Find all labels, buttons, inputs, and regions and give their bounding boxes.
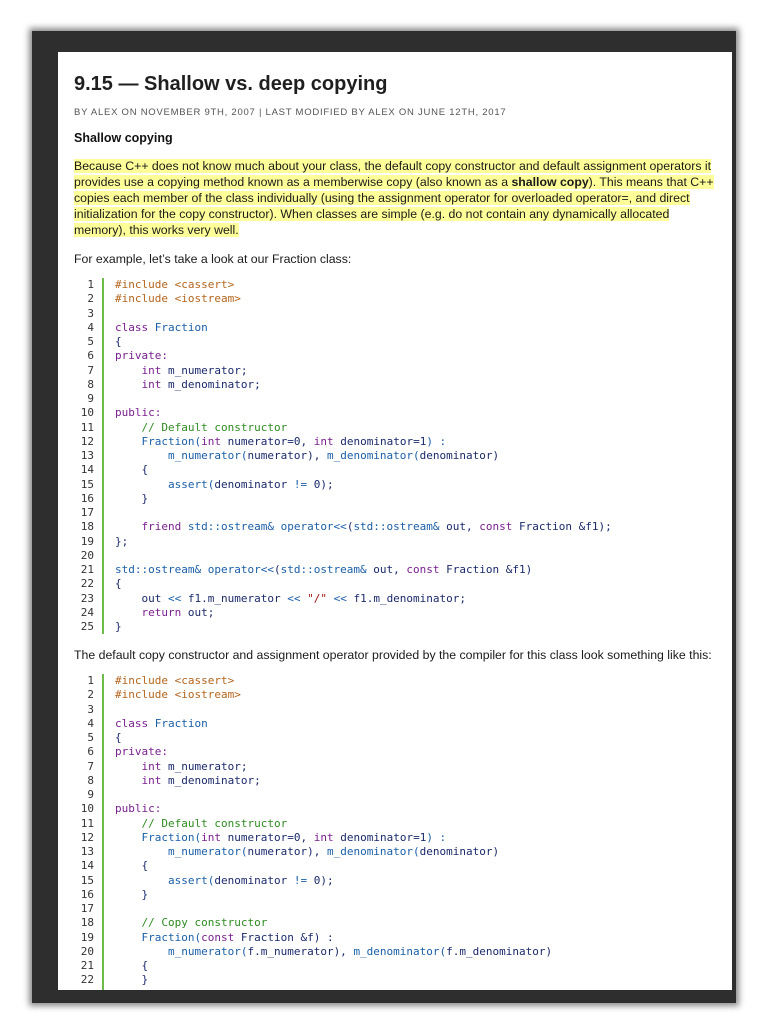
code-lines — [115, 278, 612, 634]
code-token: { — [115, 335, 122, 348]
code-token: } — [115, 887, 149, 901]
code-token: 0 — [293, 434, 301, 448]
section-heading: Shallow copying — [74, 131, 173, 145]
code-token: assert( — [167, 873, 215, 887]
line-number: 10 — [80, 802, 94, 816]
shallow-copy-term: shallow copy — [511, 175, 589, 189]
line-number: 1 — [87, 674, 94, 687]
code-line — [115, 278, 612, 292]
line-number: 21 — [80, 563, 94, 576]
line-number: 23 — [80, 591, 94, 605]
code-line — [115, 349, 612, 363]
line-number: 15 — [80, 873, 94, 887]
code-token — [115, 874, 168, 887]
code-token: f.m_numerator — [247, 944, 334, 958]
code-token — [115, 421, 142, 434]
code-token: ), — [307, 449, 327, 462]
code-token: }; — [115, 534, 129, 548]
gutter-rule — [102, 278, 104, 634]
code-line — [115, 577, 612, 591]
code-line — [115, 421, 612, 435]
code-line — [115, 760, 552, 774]
code-token: Fraction &f1); — [519, 520, 612, 534]
line-number: 4 — [87, 716, 94, 730]
code-line — [115, 449, 612, 463]
code-token: std::ostream& — [115, 563, 208, 576]
code-token: << — [333, 591, 347, 605]
code-line — [115, 959, 552, 973]
code-token: out, — [373, 563, 407, 576]
code-token: Fraction — [154, 716, 208, 730]
line-number: 18 — [80, 520, 94, 534]
code-token: Fraction — [154, 320, 208, 334]
line-number: 19 — [80, 534, 94, 548]
line-number: 9 — [87, 392, 94, 405]
code-token: int — [141, 773, 162, 787]
code-line — [115, 703, 552, 717]
line-number: 9 — [87, 788, 94, 801]
code-line — [115, 563, 612, 577]
code-token: , — [300, 830, 314, 844]
line-number: 6 — [87, 745, 94, 759]
code-token: numerator — [247, 449, 308, 462]
line-number: 12 — [80, 830, 94, 844]
line-number-gutter — [74, 674, 94, 988]
code-token: const — [479, 520, 520, 534]
code-token: 1 — [419, 830, 427, 844]
line-number: 3 — [87, 306, 94, 320]
code-token: ); — [320, 873, 334, 887]
code-line — [115, 831, 552, 845]
code-line — [115, 335, 612, 349]
code-token: denominator= — [333, 434, 420, 448]
highlighted-paragraph — [74, 158, 716, 238]
code-token: // Default constructor — [141, 420, 288, 434]
line-number: 18 — [80, 916, 94, 930]
line-number: 25 — [80, 620, 94, 633]
code-token: ), — [307, 845, 327, 858]
code-token: operator<< — [280, 520, 347, 534]
code-token: Fraction( — [141, 830, 202, 844]
line-number: 20 — [80, 548, 94, 562]
code-token: m_numerator; — [161, 363, 248, 377]
code-token: << — [287, 591, 301, 605]
line-number: 2 — [87, 688, 94, 702]
code-token — [115, 435, 142, 448]
code-token: class — [115, 320, 155, 334]
code-line — [115, 731, 552, 745]
code-token: denominator — [419, 845, 493, 858]
code-token: denominator — [214, 477, 294, 491]
code-token: f.m_denominator — [446, 944, 546, 958]
code-token: ) — [492, 449, 500, 462]
line-number: 13 — [80, 845, 94, 858]
code-token: { — [115, 731, 122, 744]
code-token: ) — [545, 944, 553, 958]
code-token: f1.m_numerator — [181, 591, 288, 605]
line-number: 22 — [80, 973, 94, 987]
code-line — [115, 292, 612, 306]
line-number: 5 — [87, 731, 94, 744]
line-number: 14 — [80, 859, 94, 873]
code-token: m_denominator; — [161, 377, 261, 391]
code-token: ( — [273, 563, 281, 576]
code-token: != — [293, 873, 308, 887]
paragraph-line: memory), this works very well. — [74, 223, 239, 237]
code-token: std::ostream& — [187, 520, 281, 534]
code-token: // Copy constructor — [141, 916, 268, 930]
code-token: #include <iostream> — [115, 292, 241, 306]
intro-paragraph: For example, let’s take a look at our Fraction class: — [74, 252, 352, 266]
gutter-rule — [102, 674, 104, 990]
line-number: 19 — [80, 930, 94, 944]
code-line — [115, 916, 552, 930]
code-line — [115, 307, 612, 321]
paragraph-line: Because C++ does not know much about your class, the default copy constructor and default assignment operators it — [74, 159, 712, 173]
code-line — [115, 520, 612, 534]
code-token: m_denominator( — [326, 449, 420, 462]
code-line — [115, 392, 612, 406]
code-token: , — [300, 434, 314, 448]
line-number: 8 — [87, 773, 94, 787]
code-line — [115, 506, 612, 520]
code-line — [115, 859, 552, 873]
code-token — [115, 945, 168, 958]
code-token: int — [141, 759, 162, 773]
code-line — [115, 364, 612, 378]
code-line — [115, 435, 612, 449]
line-number: 12 — [80, 434, 94, 448]
code-token — [115, 449, 168, 462]
line-number: 8 — [87, 377, 94, 391]
code-lines — [115, 674, 552, 988]
code-token: { — [115, 463, 149, 477]
code-token: ); — [320, 477, 334, 491]
line-number: 21 — [80, 959, 94, 972]
code-token: int — [313, 830, 334, 844]
line-number: 17 — [80, 902, 94, 915]
code-token — [307, 874, 314, 887]
code-token: 0 — [293, 830, 301, 844]
code-token: f1.m_denominator; — [346, 591, 467, 605]
line-number: 13 — [80, 449, 94, 462]
code-token: private: — [115, 349, 168, 363]
line-number: 1 — [87, 278, 94, 291]
code-token: return — [141, 605, 188, 619]
line-number-gutter — [74, 278, 94, 634]
code-line — [115, 606, 612, 620]
line-number: 20 — [80, 944, 94, 958]
code-token: denominator= — [333, 830, 420, 844]
code-token — [115, 845, 168, 858]
code-token: public: — [115, 406, 162, 420]
code-token: int — [313, 434, 334, 448]
line-number: 10 — [80, 406, 94, 420]
code-token — [115, 378, 142, 391]
code-token: 0 — [313, 873, 321, 887]
code-token: numerator — [247, 845, 308, 858]
line-number: 11 — [80, 420, 94, 434]
code-token — [115, 774, 142, 787]
code-token: ) : — [426, 434, 447, 448]
code-line — [115, 745, 552, 759]
code-token: public: — [115, 802, 162, 816]
code-line — [115, 817, 552, 831]
code-token: std::ostream& — [353, 520, 447, 534]
code-token: // Default constructor — [141, 816, 288, 830]
code-token: << — [167, 591, 182, 605]
code-token: ) : — [426, 830, 447, 844]
code-token: std::ostream& — [280, 563, 374, 576]
code-line — [115, 973, 552, 987]
code-line — [115, 874, 552, 888]
code-token: const — [201, 930, 241, 944]
code-token: { — [115, 859, 149, 873]
code-token: denominator — [214, 873, 294, 887]
paragraph-line: initialization for the copy constructor). When classes are simple (e.g. do not contain any dynamically allocated — [74, 207, 670, 221]
code-token — [115, 817, 142, 830]
code-token — [115, 478, 168, 491]
code-token: out; — [187, 605, 215, 619]
code-token: ( — [346, 520, 354, 534]
line-number: 3 — [87, 702, 94, 716]
code-token: class — [115, 716, 155, 730]
article-byline: BY ALEX ON NOVEMBER 9TH, 2007 | LAST MODIFIED BY ALEX ON JUNE 12TH, 2017 — [74, 107, 507, 118]
code-token: #include <cassert> — [115, 674, 235, 687]
code-line — [115, 378, 612, 392]
code-token: 1 — [419, 434, 427, 448]
code-token: Fraction( — [141, 434, 202, 448]
code-token: { — [115, 959, 149, 972]
code-token: != — [293, 477, 308, 491]
code-token: Fraction &f) : — [240, 930, 334, 944]
code-line — [115, 478, 612, 492]
line-number: 2 — [87, 292, 94, 306]
line-number: 16 — [80, 491, 94, 505]
paragraph-line: provides use a copying method known as a memberwise copy (also known as a shallow copy). This means that C++ — [74, 175, 714, 189]
code-line — [115, 674, 552, 688]
code-token: ) — [492, 845, 500, 858]
code-token: m_numerator; — [161, 759, 248, 773]
code-line — [115, 788, 552, 802]
code-token: #include <iostream> — [115, 688, 241, 702]
code-token: friend — [141, 520, 188, 534]
code-token: ), — [333, 944, 354, 958]
code-line — [115, 321, 612, 335]
code-line — [115, 902, 552, 916]
code-line — [115, 592, 612, 606]
code-token: m_numerator( — [167, 449, 248, 462]
code-token: m_denominator; — [161, 773, 261, 787]
line-number: 7 — [87, 363, 94, 377]
code-token: operator<< — [207, 563, 274, 576]
code-token: numerator= — [220, 434, 294, 448]
code-line — [115, 845, 552, 859]
code-line — [115, 549, 612, 563]
code-line — [115, 888, 552, 902]
code-token: m_numerator( — [167, 845, 248, 858]
line-number: 22 — [80, 577, 94, 591]
code-line — [115, 945, 552, 959]
code-token: 0 — [313, 477, 321, 491]
code-line — [115, 406, 612, 420]
code-token — [115, 931, 142, 944]
document-page — [58, 52, 732, 990]
code-token — [115, 606, 142, 619]
code-token: numerator= — [220, 830, 294, 844]
line-number: 24 — [80, 605, 94, 619]
code-line — [115, 774, 552, 788]
code-token: int — [201, 830, 221, 844]
code-token: out, — [446, 520, 480, 534]
code-token: int — [141, 377, 162, 391]
code-token: } — [115, 973, 149, 987]
code-token: #include <cassert> — [115, 278, 235, 291]
code-token — [115, 916, 142, 929]
paragraph-line: copies each member of the class individually (using the assignment operator for overloaded operator=, and direct — [74, 191, 690, 205]
code-line — [115, 463, 612, 477]
code-token: } — [115, 491, 149, 505]
line-number: 11 — [80, 816, 94, 830]
code-token: m_denominator( — [353, 944, 447, 958]
code-token — [115, 760, 142, 773]
line-number: 6 — [87, 349, 94, 363]
code-token: Fraction( — [141, 930, 202, 944]
code-token — [115, 364, 142, 377]
code-token: const — [406, 563, 447, 576]
code-token: denominator — [419, 449, 493, 462]
code-token: "/" — [307, 591, 327, 605]
code-token: int — [201, 434, 221, 448]
article-title: 9.15 — Shallow vs. deep copying — [74, 73, 388, 95]
code-token: } — [115, 620, 122, 633]
line-number: 15 — [80, 477, 94, 491]
line-number: 4 — [87, 320, 94, 334]
code-line — [115, 931, 552, 945]
code-line — [115, 717, 552, 731]
line-number: 16 — [80, 887, 94, 901]
code-line — [115, 620, 612, 634]
code-token — [307, 478, 314, 491]
code-line — [115, 688, 552, 702]
line-number: 5 — [87, 335, 94, 348]
second-paragraph: The default copy constructor and assignment operator provided by the compiler for this class look something like this: — [74, 648, 712, 662]
code-token — [115, 831, 142, 844]
code-token: assert( — [167, 477, 215, 491]
code-token: int — [141, 363, 162, 377]
code-token: m_denominator( — [326, 845, 420, 858]
code-token — [327, 592, 334, 605]
line-number: 17 — [80, 506, 94, 519]
code-token: out — [115, 591, 168, 605]
line-number: 7 — [87, 759, 94, 773]
code-line — [115, 802, 552, 816]
code-token: { — [115, 577, 122, 591]
code-token — [115, 520, 142, 533]
code-line — [115, 535, 612, 549]
code-token: Fraction &f1) — [446, 563, 533, 576]
line-number: 14 — [80, 463, 94, 477]
code-line — [115, 492, 612, 506]
code-token: private: — [115, 745, 168, 759]
code-token: m_numerator( — [167, 944, 248, 958]
